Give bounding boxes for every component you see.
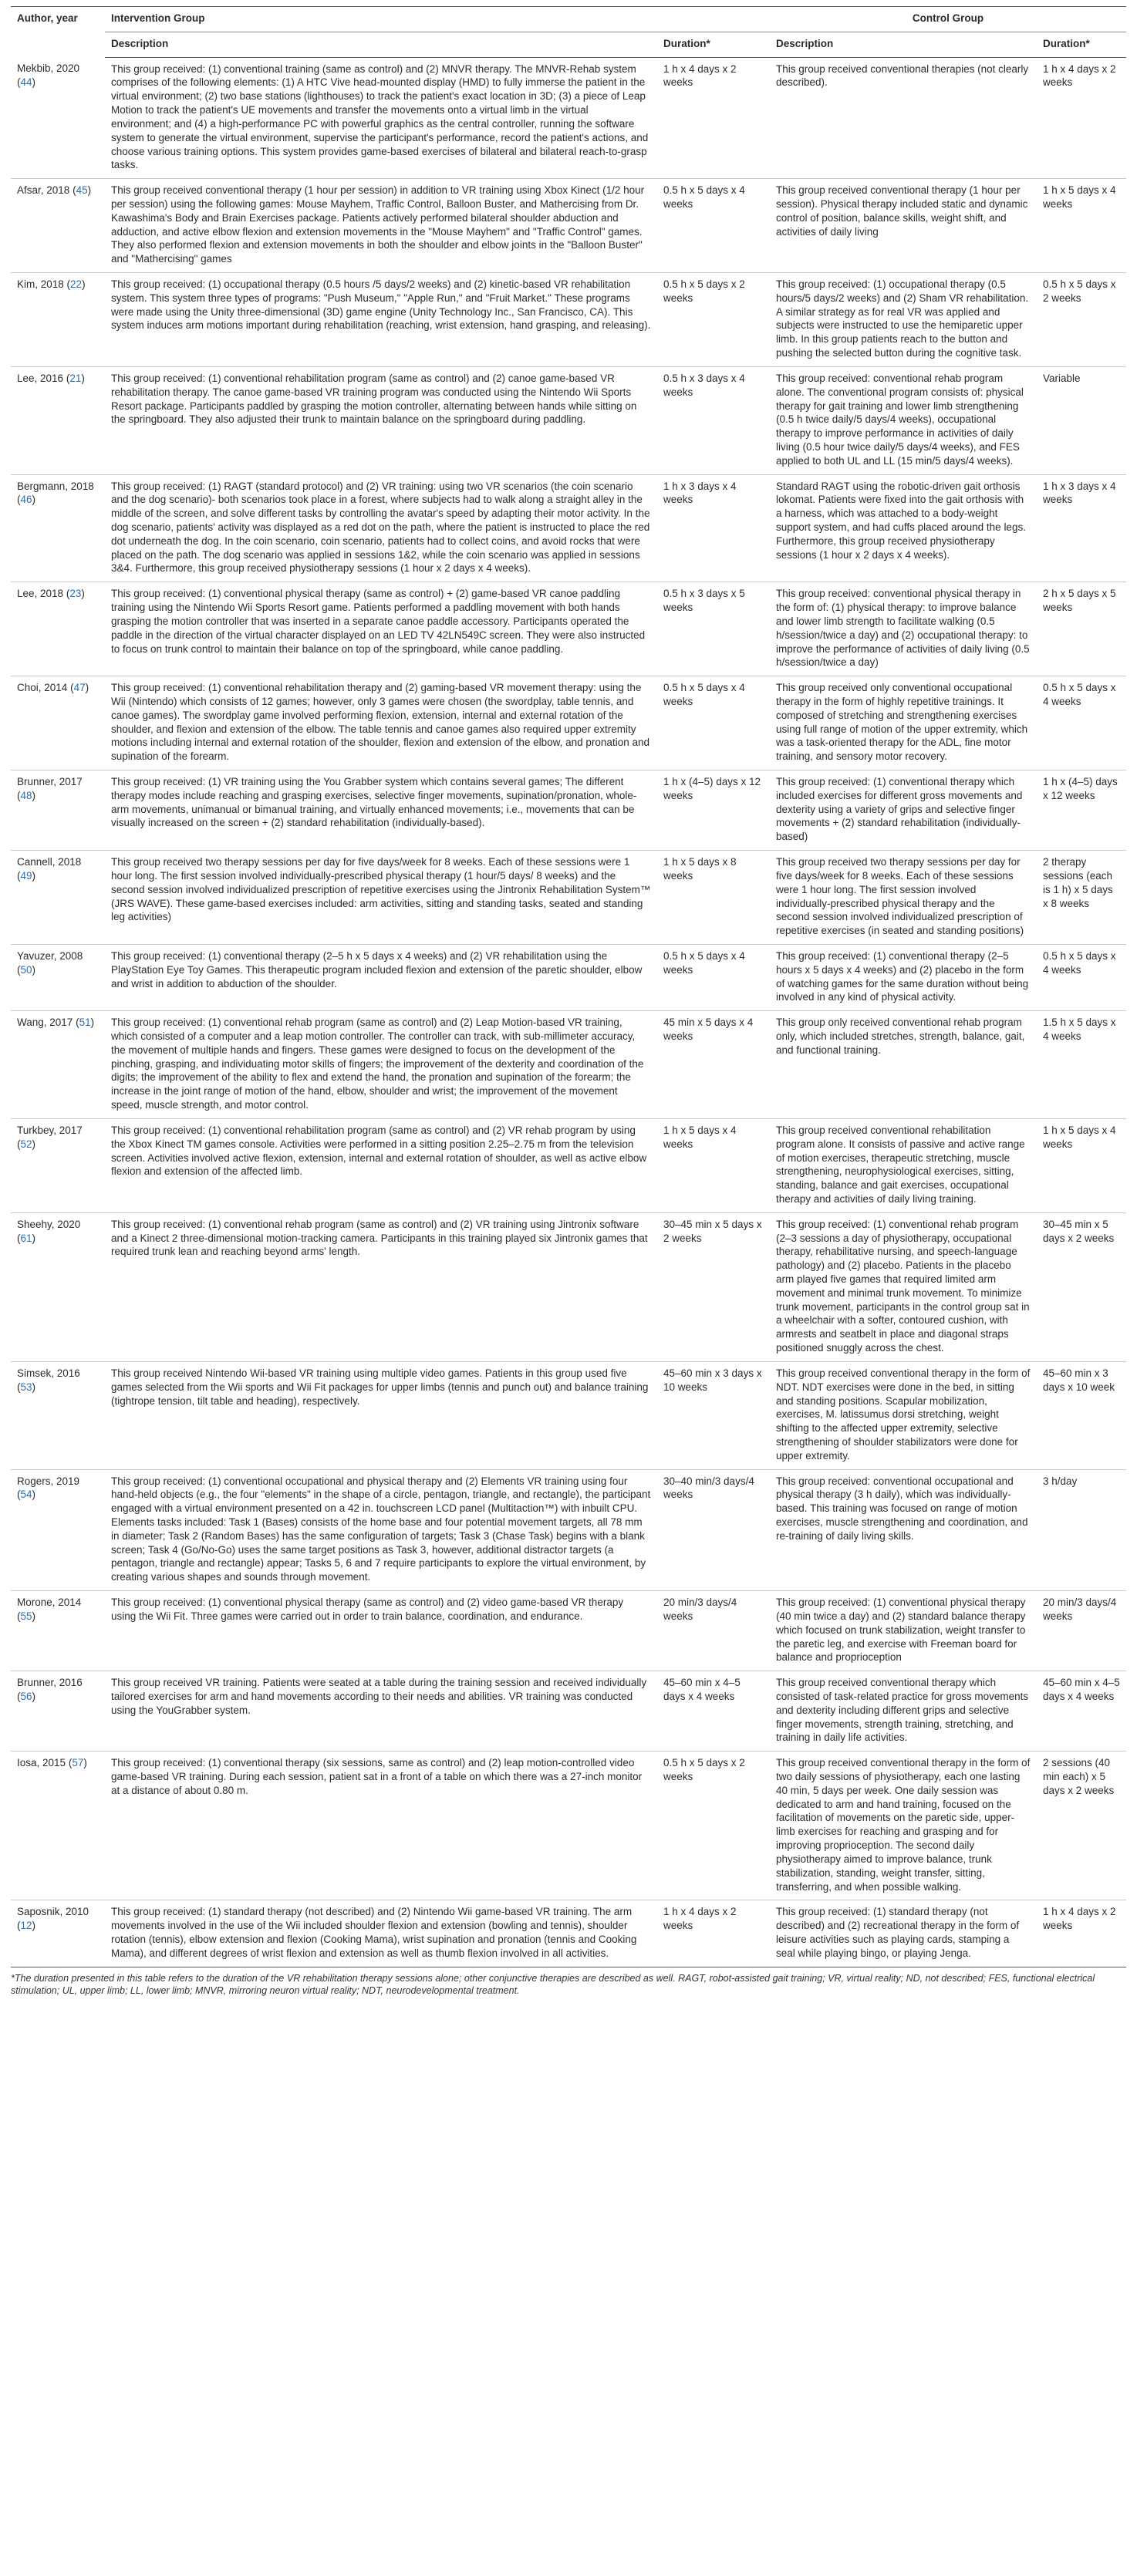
intervention-duration: 30–45 min x 5 days x 2 weeks [663, 1218, 762, 1244]
control-duration: 2 sessions (40 min each) x 5 days x 2 weeks [1043, 1757, 1115, 1796]
control-duration: 45–60 min x 4–5 days x 4 weeks [1043, 1677, 1120, 1702]
ref-close-paren: ) [85, 682, 89, 694]
table-row [11, 1011, 1126, 1119]
intervention-duration: 0.5 h x 5 days x 4 weeks [663, 949, 745, 976]
reference-link[interactable]: 54 [20, 1489, 32, 1501]
control-duration: 1 h x (4–5) days x 12 weeks [1043, 776, 1118, 801]
ref-open-paren: ( [73, 1017, 79, 1029]
intervention-description: This group received: (1) conventional training (same as control) and (2) MNVR therapy. The MNVR-Rehab system comprises of the following elements: (1) A HTC Vive head-mounted display (HMD) to fully immerse the patient in the virtual environment; (2) two base stations (lighthouses) to track the patient's exact location in 3D; (3) a piece of Leap Motion to track the patient's UE movements and transfer the movements onto a virtual limb in the virtual environment; and (4) a high-performance PC with powerful graphics as the central controller, running the software system to generate the virtual environment, supervise the participant's performance, record the patient's actions, and choose various training options. This system provides game-based exercises of bilateral and bilateral reach-to-grasp tasks. [111, 62, 649, 171]
ref-close-paren: ) [87, 184, 92, 197]
intervention-description: This group received: (1) conventional rehabilitation program (same as control) and (2) canoe game-based VR rehabilitation therapy. The canoe game-based VR training program was conducted using the Nintendo Wii Sports Resort package. Participants paddled by grasping the motion controller, alternating between hands while sitting on the springboard. They also adjusted their trunk to maintain balance on the springboard during paddling. [111, 372, 637, 426]
author-year: Wang, 2017 [17, 1017, 73, 1029]
author-year-cell [11, 1118, 105, 1212]
author-year: Kim, 2018 [17, 278, 64, 290]
ref-close-paren: ) [82, 278, 86, 290]
intervention-description: This group received: (1) occupational therapy (0.5 hours /5 days/2 weeks) and (2) kinetic-based VR rehabilitation system. This system three types of programs: "Push Museum," "Apple Run," and "Fruit Market." These programs were made using the Unity three-dimensional (3D) game engine (Unity Technology Inc., San Francisco, CA). This system induces arm motions important during rehabilitation (reaching, wrist extension, hand grasping, and releasing). [111, 278, 651, 332]
table-row [11, 273, 1126, 367]
ref-open-paren: ( [66, 1757, 73, 1769]
ref-close-paren: ) [83, 1757, 87, 1769]
table-row [11, 1212, 1126, 1361]
ref-close-paren: ) [81, 588, 85, 600]
table-row [11, 57, 1126, 179]
reference-link[interactable]: 53 [20, 1381, 32, 1393]
intervention-description: This group received: (1) conventional physical therapy (same as control) + (2) game-based VR canoe paddling training using the Nintendo Wii Sports Resort game. Patients performed a paddling movement with both hands grasping the motion controller that was inserted in a separate canoe paddle accessory. Participants operated the paddle in the direction of the virtual character displayed on an LED TV 42LN549C screen. They were also instructed to focus on trunk control to maintain their balance on top of the springboard, while canoe paddling. [111, 588, 646, 655]
author-year-cell [11, 944, 105, 1010]
reference-link[interactable]: 61 [20, 1232, 32, 1244]
intervention-duration: 0.5 h x 3 days x 4 weeks [663, 372, 745, 398]
intervention-description: This group received conventional therapy (1 hour per session) in addition to VR training using Xbox Kinect (1/2 hour per session) using the following games: Mouse Mayhem, Traffic Control, Balloon Buster, and Mathercising from Dr. Kawashima's Body and Brain Exercises package. Patients actively performed bilateral shoulder abduction and adduction, and active elbow flexion and extension movements in the "Mouse Mayhem" and "Traffic Control" games. They also performed flexion and extension movements in both the shoulder and elbow joints in the "Balloon Buster" and "Mathercising" games [111, 184, 645, 265]
intervention-duration: 45–60 min x 3 days x 10 weeks [663, 1367, 762, 1393]
author-year: Choi, 2014 [17, 682, 68, 694]
table-row [11, 1752, 1126, 1900]
reference-link[interactable]: 46 [20, 494, 32, 506]
author-year: Cannell, 2018 [17, 856, 82, 868]
ref-open-paren: ( [17, 1920, 21, 1932]
control-duration: 1 h x 4 days x 2 weeks [1043, 1906, 1116, 1932]
author-year-cell [11, 1011, 105, 1119]
reference-link[interactable]: 51 [79, 1017, 91, 1029]
author-year-cell [11, 1469, 105, 1591]
control-duration: 0.5 h x 5 days x 2 weeks [1043, 278, 1116, 304]
author-year-cell [11, 57, 105, 179]
ref-close-paren: ) [90, 1017, 95, 1029]
control-group-header: Control Group [770, 7, 1126, 32]
control-duration-header: Duration* [1037, 32, 1126, 57]
intervention-description: This group received: (1) conventional rehab program (same as control) and (2) VR training using Jintronix software and a Kinect 2 three-dimensional motion-tracking camera. Participants in this training played six Jintronix games that required trunk lean and reaching beyond arms' length. [111, 1218, 648, 1258]
control-duration: 1.5 h x 5 days x 4 weeks [1043, 1017, 1116, 1042]
control-description: This group received conventional therapy which consisted of task-related practice for gross movements and dexterity including different grips and selective finger movements, strength training, stretching, and training in daily life activities. [776, 1677, 1029, 1744]
intervention-duration: 0.5 h x 3 days x 5 weeks [663, 588, 745, 614]
author-year: Brunner, 2017 [17, 776, 83, 787]
ref-open-paren: ( [17, 963, 21, 976]
ref-close-paren: ) [32, 1138, 36, 1150]
control-description: Standard RAGT using the robotic-driven gait orthosis lokomat. Patients were fixed into the gait orthosis with a harness, which was attached to a body-weight support system, and had cuffs placed around the legs. Furthermore, this group received physiotherapy sessions (1 hour x 2 days x 4 weeks). [776, 480, 1026, 561]
author-year-cell [11, 676, 105, 770]
control-duration: 1 h x 3 days x 4 weeks [1043, 480, 1116, 506]
reference-link[interactable]: 21 [69, 372, 82, 384]
ref-open-paren: ( [63, 588, 70, 600]
control-description: This group received: conventional physical therapy in the form of: (1) physical therapy: to improve balance and lower limb strength to facilitate walking (0.5 h/session/twice a day) and (2) occupational therapy: to improve the performance of activities of daily living (0.5 h/session/twice a day) [776, 588, 1030, 669]
reference-link[interactable]: 47 [73, 682, 86, 694]
author-year-cell [11, 770, 105, 851]
control-description: This group received: (1) standard therapy (not described) and (2) recreational therapy in the form of leisure activities such as playing cards, stamping a seal while playing bingo, or playing Jenga. [776, 1906, 1020, 1959]
ref-close-paren: ) [32, 1920, 36, 1932]
author-year-cell [11, 366, 105, 474]
table-row [11, 1900, 1126, 1967]
author-year: Mekbib, 2020 [17, 62, 80, 75]
control-duration: 0.5 h x 5 days x 4 weeks [1043, 949, 1116, 976]
reference-link[interactable]: 49 [20, 869, 32, 882]
author-year: Rogers, 2019 [17, 1475, 80, 1487]
table-row [11, 1671, 1126, 1752]
intervention-description: This group received: (1) VR training using the You Grabber system which contains several games; The different therapy modes include reaching and grasping exercises, selective finger movements, supination/pronation, whole-arm movements, unimanual or bimanual training, and virtually enhanced movements; i.e., movements that can be visually increased on the screen + (2) standard rehabilitation (individually-based). [111, 776, 637, 829]
intervention-table [11, 6, 1126, 1967]
ref-close-paren: ) [32, 869, 36, 882]
author-year-header: Author, year [11, 7, 105, 58]
control-description: This group received conventional therapies (not clearly described). [776, 62, 1029, 89]
control-description: This group received: (1) conventional physical therapy (40 min twice a day) and (2) standard balance therapy which focused on trunk stabilization, weight transfer to the paretic leg, and exercise with Freeman board for balance and proprioception [776, 1597, 1026, 1664]
ref-close-paren: ) [32, 963, 36, 976]
table-body [11, 57, 1126, 1967]
control-duration: 45–60 min x 3 days x 10 week [1043, 1367, 1115, 1393]
control-description: This group received: conventional occupational and physical therapy (3 h daily), which was individually-based. This training was focused on range of motion exercises, muscle strengthening and coordination, and re-training of daily living skills. [776, 1475, 1028, 1542]
intervention-duration: 45–60 min x 4–5 days x 4 weeks [663, 1677, 741, 1702]
table-row [11, 1118, 1126, 1212]
table-footnote: *The duration presented in this table refers to the duration of the VR rehabilitation therapy sessions alone; other conjunctive therapies are described as well. RAGT, robot-assisted gait training; VR, virtual reality; ND, not described; FES, functional electrical stimulation; UL, upper limb; LL, lower limb; MNVR, mirroring neuron virtual reality; NDT, neurodevelopmental treatment. [11, 1972, 1095, 1997]
ref-open-paren: ( [63, 278, 71, 290]
reference-link[interactable]: 45 [76, 184, 88, 197]
table-row [11, 1591, 1126, 1671]
intervention-description: This group received: (1) standard therapy (not described) and (2) Nintendo Wii game-based VR training. The arm movements involved in the use of the Wii included shoulder flexion and extension (bowling and tennis), shoulder rotation (tennis), elbow extension and flexion (Cooking Mama), wrist supination and pronation (tennis and Cooking Mama), and different degrees of wrist flexion and extension as well as thumb flexion involved in all activities. [111, 1906, 637, 1959]
intervention-duration: 1 h x 4 days x 2 weeks [663, 62, 737, 89]
control-description: This group received conventional therapy in the form of NDT. NDT exercises were done in the bed, in sitting and standing positions. Scapular mobilization, exercises, M. latissumus dorsi stretching, weight shifting to the affected upper extremity, selective strengthening of shoulder stabilizators were done for upper extremity. [776, 1367, 1031, 1462]
ref-open-paren: ( [63, 372, 70, 384]
author-year-cell [11, 1752, 105, 1900]
reference-link[interactable]: 57 [72, 1757, 84, 1769]
ref-close-paren: ) [32, 1381, 36, 1393]
reference-link[interactable]: 52 [20, 1138, 32, 1150]
author-year: Simsek, 2016 [17, 1367, 80, 1379]
table-row [11, 474, 1126, 582]
table-row [11, 770, 1126, 851]
control-description: This group received: (1) conventional rehab program (2–3 sessions a day of physiotherapy, occupational therapy, rehabilitative nursing, and speech-language pathology) and (2) placebo. Patients in the placebo arm played five games that required limited arm movement and minimal trunk movement. To minimize trunk movement, participants in the control group sat in a wheelchair with a softer, contoured cushion, with armrests and seatbelt in place and diagonal straps positioned snuggly across the chest. [776, 1218, 1030, 1354]
reference-link[interactable]: 44 [20, 76, 32, 88]
reference-link[interactable]: 23 [69, 588, 82, 600]
intervention-description: This group received: (1) conventional occupational and physical therapy and (2) Elements VR training using four hand-held objects (e.g., the four "elements" in the shape of a circle, pentagon, triangle, and rectangle), the participant engaged with a virtual environment presented on a 42 in. touchscreen LCD panel (Multitaction™) with inbuilt CPU. Elements tasks included: Task 1 (Bases) consists of the home base and four potential movement targets, all 78 mm in diameter; Task 2 (Random Bases) has the same configuration of targets; Task 3 (Chase Task) begins with a blank screen; Task 4 (Go/No-Go) uses the same target positions as Task 3, however, additional distractor targets (a pentagon, triangle and rectangle) appear; Tasks 5, 6 and 7 require participants to explore the virtual environment, by creating various shapes and sounds through movement. [111, 1475, 651, 1583]
control-description: This group only received conventional rehab program only, which included stretches, strength, balance, gait, and functional training. [776, 1017, 1025, 1056]
control-description: This group received: (1) conventional therapy (2–5 hours x 5 days x 4 weeks) and (2) placebo in the form of watching games for the same duration without being involved in any kind of physical activity. [776, 949, 1029, 1003]
ref-close-paren: ) [32, 1489, 36, 1501]
ref-close-paren: ) [32, 494, 36, 506]
table-row [11, 1361, 1126, 1469]
ref-close-paren: ) [32, 1610, 36, 1622]
ref-close-paren: ) [32, 1690, 36, 1702]
control-description: This group received conventional rehabilitation program alone. It consists of passive and active range of motion exercises, therapeutic stretching, muscle strengthening, neurophysiological exercises, sitting, standing, balance and gait exercises, occupational therapy and activities of daily living training. [776, 1124, 1025, 1205]
control-description: This group received two therapy sessions per day for five days/week for 8 weeks. Each of these sessions were 1 hour long. The first session involved individually-prescribed physical therapy and the second session involved individualized prescription of repetitive exercises (in seated and standing positions) [776, 856, 1024, 937]
intervention-duration: 0.5 h x 5 days x 4 weeks [663, 184, 745, 210]
control-description-header: Description [770, 32, 1037, 57]
intervention-description: This group received two therapy sessions per day for five days/week for 8 weeks. Each of these sessions were 1 hour long. The first session involved individually-prescribed physical therapy (1 hour/5 days/ 8 weeks) and the second session involved individualized prescription of repetitive exercises using the Jintronix Rehabilitation System™ (JRS WAVE). These game-based exercises included: arm activities, sitting and standing tasks, seated and standing leg activities) [111, 856, 651, 923]
control-duration: 1 h x 4 days x 2 weeks [1043, 62, 1116, 89]
ref-open-paren: ( [17, 1381, 21, 1393]
intervention-description: This group received: (1) RAGT (standard protocol) and (2) VR training: using two VR scenarios (the coin scenario and the dog scenario)- both scenarios took place in a forest, where subjects had to walk along a straight alley in the middle of the screen, and solve different tasks by controlling the avatar's speed by adapting their motor activity. In the dog scenario, patients' activity was displayed as a red dot on the path, where the patient is instructed to place the red dot underneath the dog. In the coin scenario, coin scenario, patients had to collect coins, and avoid rocks that were placed on the path. The dog scenario was applied in sessions 1&2, while the coin scenario was applied in sessions 3&4. Furthermore, this group received physiotherapy sessions (1 hour x 2 days x 4 weeks). [111, 480, 650, 575]
control-duration: 20 min/3 days/4 weeks [1043, 1597, 1117, 1622]
ref-open-paren: ( [17, 1138, 21, 1150]
control-duration: 1 h x 5 days x 4 weeks [1043, 1124, 1116, 1150]
control-duration: 0.5 h x 5 days x 4 weeks [1043, 682, 1116, 707]
table-row [11, 851, 1126, 945]
reference-link[interactable]: 50 [20, 963, 32, 976]
author-year-cell [11, 582, 105, 676]
author-year: Brunner, 2016 [17, 1677, 83, 1689]
author-year-cell [11, 474, 105, 582]
author-year-cell [11, 1212, 105, 1361]
ref-close-paren: ) [32, 789, 36, 801]
ref-close-paren: ) [32, 1232, 36, 1244]
ref-open-paren: ( [17, 1232, 21, 1244]
intervention-duration: 0.5 h x 5 days x 2 weeks [663, 1757, 745, 1782]
control-duration: 2 h x 5 days x 5 weeks [1043, 588, 1116, 614]
author-year-cell [11, 179, 105, 273]
table-row [11, 366, 1126, 474]
author-year: Iosa, 2015 [17, 1757, 66, 1769]
author-year: Sheehy, 2020 [17, 1218, 81, 1230]
author-year-cell [11, 1361, 105, 1469]
control-duration: 2 therapy sessions (each is 1 h) x 5 days x 8 weeks [1043, 856, 1113, 909]
author-year-cell [11, 1900, 105, 1967]
intervention-duration: 1 h x 3 days x 4 weeks [663, 480, 737, 506]
intervention-duration: 45 min x 5 days x 4 weeks [663, 1017, 754, 1042]
author-year-cell [11, 273, 105, 367]
ref-open-paren: ( [17, 789, 21, 801]
intervention-duration: 1 h x 4 days x 2 weeks [663, 1906, 737, 1932]
intervention-description: This group received Nintendo Wii-based VR training using multiple video games. Patients in this group used five games selected from the Wii sports and Wii Fit packages for upper limbs (tennis and punch out) and balance training (tightrope tension, tilt table and heading), respectively. [111, 1367, 649, 1407]
ref-open-paren: ( [67, 682, 74, 694]
control-duration: Variable [1043, 372, 1081, 384]
intervention-description: This group received: (1) conventional therapy (six sessions, same as control) and (2) leap motion-controlled video game-based VR training. During each session, patient sat in a front of a table on which there was a 27-inch monitor at a distance of about 0.80 m. [111, 1757, 643, 1796]
intervention-description: This group received: (1) conventional therapy (2–5 h x 5 days x 4 weeks) and (2) VR rehabilitation using the PlayStation Eye Toy Games. This therapeutic program included flexion and extension of the paretic shoulder, elbow and wrist in addition to abduction of the shoulder. [111, 949, 643, 990]
author-year-cell [11, 1591, 105, 1671]
author-year: Bergmann, 2018 [17, 480, 94, 492]
author-year: Morone, 2014 [17, 1597, 82, 1609]
ref-open-paren: ( [17, 494, 21, 506]
author-year: Turkbey, 2017 [17, 1124, 83, 1136]
intervention-description: This group received: (1) conventional rehabilitation program (same as control) and (2) VR rehab program by using the Xbox Kinect TM games console. Activities were performed in a sitting position 2.25–2.75 m from the television screen. Activities involved active flexion, extension, internal and external rotation of shoulder, as well as active elbow flexion and extension of the affected limb. [111, 1124, 647, 1178]
author-year: Yavuzer, 2008 [17, 949, 83, 962]
control-description: This group received: (1) occupational therapy (0.5 hours/5 days/2 weeks) and (2) Sham VR rehabilitation. A similar strategy as for real VR was applied and subjects were instructed to use the hemiparetic upper limb. In this group patients reach to the button and pushing the selected button during the cognitive task. [776, 278, 1029, 359]
intervention-description: This group received: (1) conventional rehabilitation therapy and (2) gaming-based VR movement therapy: using the Wii (Nintendo) which consists of 12 games; however, only 3 games were chosen (the swordplay, table tennis, and canoe games). The swordplay game involved performing flexion, extension, internal and external rotation of the shoulder, and flexion and extension of the elbow. The table tennis and canoe games also required upper extremity motions including internal and external rotation of the shoulder, flexion and extension of the elbow, and pronation and supination of the forearm. [111, 682, 649, 763]
intervention-description: This group received: (1) conventional physical therapy (same as control) and (2) video game-based VR therapy using the Wii Fit. Three games were carried out in order to train balance, coordination, and endurance. [111, 1597, 624, 1622]
ref-close-paren: ) [81, 372, 85, 384]
control-description: This group received conventional therapy (1 hour per session). Physical therapy included static and dynamic control of position, balance skills, weight shift, and activities of daily living [776, 184, 1028, 238]
ref-open-paren: ( [17, 1489, 21, 1501]
intervention-duration: 30–40 min/3 days/4 weeks [663, 1475, 754, 1501]
intervention-description: This group received VR training. Patients were seated at a table during the training session and received individually tailored exercises for arm and hand movements according to their needs and abilities. VR training was conducted using the YouGrabber system. [111, 1677, 647, 1716]
control-description: This group received only conventional occupational therapy in the form of highly repetitive trainings. It composed of stretching and strengthening exercises using full range of motion of the upper extremity, which was a task-oriented therapy for the ADL, fine motor training, and sensory motor recovery. [776, 682, 1028, 763]
ref-close-paren: ) [32, 76, 36, 88]
control-description: This group received: (1) conventional therapy which included exercises for different gross movements and dexterity using a variety of grips and selective finger movements + (2) standard rehabilitation (individually-based) [776, 776, 1023, 843]
control-description: This group received conventional therapy in the form of two daily sessions of physiotherapy, each one lasting 40 min, 5 days per week. One daily session was dedicated to arm and hand training, focused on the facilitation of movements on the paretic side, upper-limb exercises for reaching and grasping and for improving proprioception. The second daily physiotherapy aimed to improve balance, trunk stabilization, standing, weight transfer, sitting, transferring, and when possible walking. [776, 1757, 1031, 1893]
reference-link[interactable]: 48 [20, 789, 32, 801]
ref-open-paren: ( [17, 76, 21, 88]
intervention-duration: 0.5 h x 5 days x 4 weeks [663, 682, 745, 707]
intervention-description-header: Description [105, 32, 657, 57]
table-row [11, 179, 1126, 273]
table-row [11, 944, 1126, 1010]
author-year-cell [11, 1671, 105, 1752]
intervention-duration: 1 h x 5 days x 8 weeks [663, 856, 737, 882]
control-description: This group received: conventional rehab program alone. The conventional program consists of: physical therapy for gait training and lower limb strengthening (0.5 h twice daily/5 days/4 weeks), occupational therapy to improve performance in activities of daily living (0.5 hour twice daily/5 days/4 weeks), and FES applied to both UL and LL (15 min/5 days/4 weeks). [776, 372, 1024, 467]
table-row [11, 582, 1126, 676]
intervention-group-header: Intervention Group [105, 7, 770, 32]
intervention-duration: 1 h x (4–5) days x 12 weeks [663, 776, 761, 801]
control-duration: 3 h/day [1043, 1475, 1078, 1487]
author-year: Lee, 2018 [17, 588, 64, 600]
table-row [11, 676, 1126, 770]
intervention-duration: 0.5 h x 5 days x 2 weeks [663, 278, 745, 304]
author-year: Afsar, 2018 [17, 184, 70, 197]
reference-link[interactable]: 55 [20, 1610, 32, 1622]
table-row [11, 1469, 1126, 1591]
ref-open-paren: ( [17, 869, 21, 882]
intervention-duration-header: Duration* [657, 32, 770, 57]
author-year: Saposnik, 2010 [17, 1906, 89, 1918]
ref-open-paren: ( [17, 1690, 21, 1702]
intervention-duration: 1 h x 5 days x 4 weeks [663, 1124, 737, 1150]
author-year-cell [11, 851, 105, 945]
author-year: Lee, 2016 [17, 372, 64, 384]
reference-link[interactable]: 22 [70, 278, 83, 290]
intervention-description: This group received: (1) conventional rehab program (same as control) and (2) Leap Motion-based VR training, which consisted of a computer and a leap motion controller. The controller can track, with sub-millimeter accuracy, the movement of multiple hands and fingers. These games were designed to focus on the development of the pinching, grasping, and individuating motor skills of fingers; the improvement of the dexterity and coordination of the digits; the improvement of the ability to flex and extend the hand, the pronation and supination of the forearm; the increase in the joint range of motion of the hand, elbow, shoulder and wrist; the improvement of the movement speed, muscle strength, and motor control. [111, 1017, 644, 1111]
ref-open-paren: ( [69, 184, 76, 197]
reference-link[interactable]: 12 [20, 1920, 32, 1932]
intervention-duration: 20 min/3 days/4 weeks [663, 1597, 737, 1622]
control-duration: 30–45 min x 5 days x 2 weeks [1043, 1218, 1115, 1244]
ref-open-paren: ( [17, 1610, 21, 1622]
reference-link[interactable]: 56 [20, 1690, 32, 1702]
control-duration: 1 h x 5 days x 4 weeks [1043, 184, 1116, 210]
